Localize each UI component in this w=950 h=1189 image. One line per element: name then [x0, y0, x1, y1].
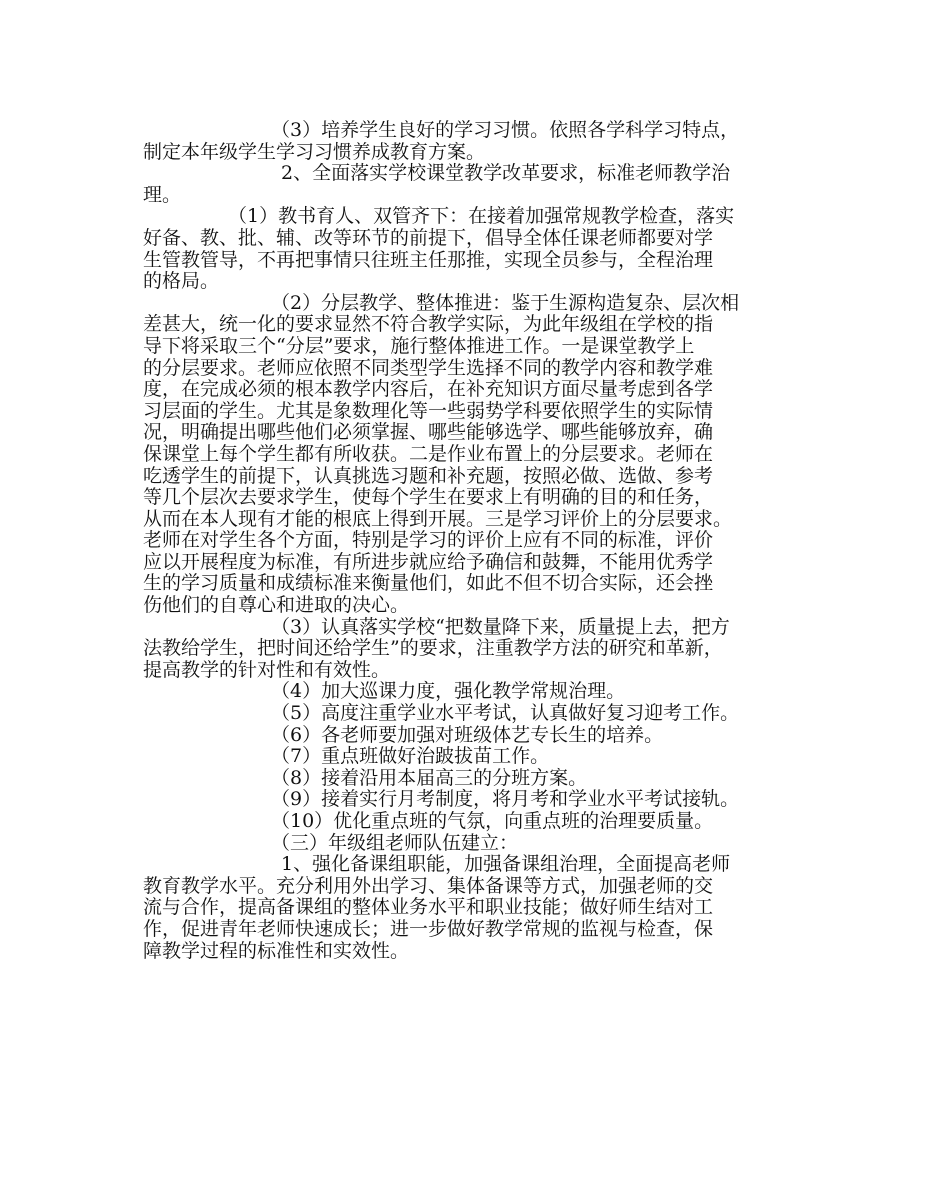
text-line: （4）加大巡课力度，强化教学常规治理。	[271, 680, 626, 703]
text-line: 导下将采取三个“分层”要求，施行整体推进工作。一是课堂教学上	[143, 334, 695, 357]
text-line: 应以开展程度为标准，有所进步就应给予确信和鼓舞，不能用优秀学	[143, 550, 714, 573]
text-line: 生管教管导，不再把事情只往班主任那推，实现全员参与，全程治理	[143, 248, 714, 271]
text-line: 等几个层次去要求学生，使每个学生在要求上有明确的目的和任务，	[143, 486, 714, 509]
text-line: 提高教学的针对性和有效性。	[143, 658, 391, 681]
text-line: （6）各老师要加强对班级体艺专长生的培养。	[271, 723, 664, 746]
text-line: 制定本年级学生学习习惯养成教育方案。	[143, 140, 486, 163]
text-line: 流与合作，提高备课组的整体业务水平和职业技能；做好师生结对工	[143, 896, 714, 919]
text-line: 差甚大，统一化的要求显然不符合教学实际，为此年级组在学校的指	[143, 313, 714, 336]
text-line: 理。	[143, 183, 182, 206]
text-line: 1、强化备课组职能，加强备课组治理，全面提高老师	[281, 853, 731, 876]
text-line: 从而在本人现有才能的根底上得到开展。三是学习评价上的分层要求。	[143, 507, 733, 530]
text-line: 伤他们的自尊心和进取的决心。	[143, 594, 410, 617]
text-line: （5）高度注重学业水平考试，认真做好复习迎考工作。	[271, 702, 740, 725]
text-line: （3）认真落实学校“把数量降下来，质量提上去，把方	[271, 615, 730, 638]
text-line: （10）优化重点班的气氛，向重点班的治理要质量。	[271, 810, 714, 832]
text-line: 法教给学生，把时间还给学生”的要求，注重教学方法的研究和革新，	[143, 637, 723, 660]
text-line: （8）接着沿用本届高三的分班方案。	[271, 766, 588, 789]
text-line: 度，在完成必须的根本教学内容后，在补充知识方面尽量考虑到各学	[143, 378, 714, 401]
text-line: （2）分层教学、整体推进：鉴于生源构造复杂、层次相	[271, 291, 740, 314]
text-line: 好备、教、批、辅、改等环节的前提下，倡导全体任课老师都要对学	[143, 226, 714, 249]
text-line: 保课堂上每个学生都有所收获。二是作业布置上的分层要求。老师在	[143, 442, 714, 465]
text-line: 况，明确提出哪些他们必须掌握、哪些能够选学、哪些能够放弃，确	[143, 421, 714, 444]
text-line: （3）培养学生良好的学习习惯。依照各学科学习特点，	[271, 119, 740, 141]
text-line: （三）年级组老师队伍建立：	[271, 831, 519, 854]
text-line: 的格局。	[143, 270, 220, 293]
text-line: 障教学过程的标准性和实效性。	[143, 939, 410, 962]
text-line: 吃透学生的前提下，认真挑选习题和补充题，按照必做、选做、参考	[143, 464, 714, 487]
text-line: 2、全面落实学校课堂教学改革要求，标准老师教学治	[281, 162, 731, 185]
text-line: 习层面的学生。尤其是象数理化等一些弱势学科要依照学生的实际情	[143, 399, 714, 422]
document-body	[143, 120, 803, 962]
text-line: 教育教学水平。充分利用外出学习、集体备课等方式，加强老师的交	[143, 874, 714, 897]
text-line: 老师在对学生各个方面，特别是学习的评价上应有不同的标准，评价	[143, 529, 714, 552]
text-line: （7）重点班做好治跛拔苗工作。	[271, 745, 550, 768]
text-line: 的分层要求。老师应依照不同类型学生选择不同的教学内容和教学难	[143, 356, 714, 379]
text-line: （1）教书育人、双管齐下：在接着加强常规教学检查，落实	[228, 205, 735, 228]
text-line: （9）接着实行月考制度，将月考和学业水平考试接轨。	[271, 788, 740, 811]
text-line: 作，促进青年老师快速成长；进一步做好教学常规的监视与检查，保	[143, 917, 714, 940]
text-line: 生的学习质量和成绩标准来衡量他们，如此不但不切合实际，还会挫	[143, 572, 714, 595]
